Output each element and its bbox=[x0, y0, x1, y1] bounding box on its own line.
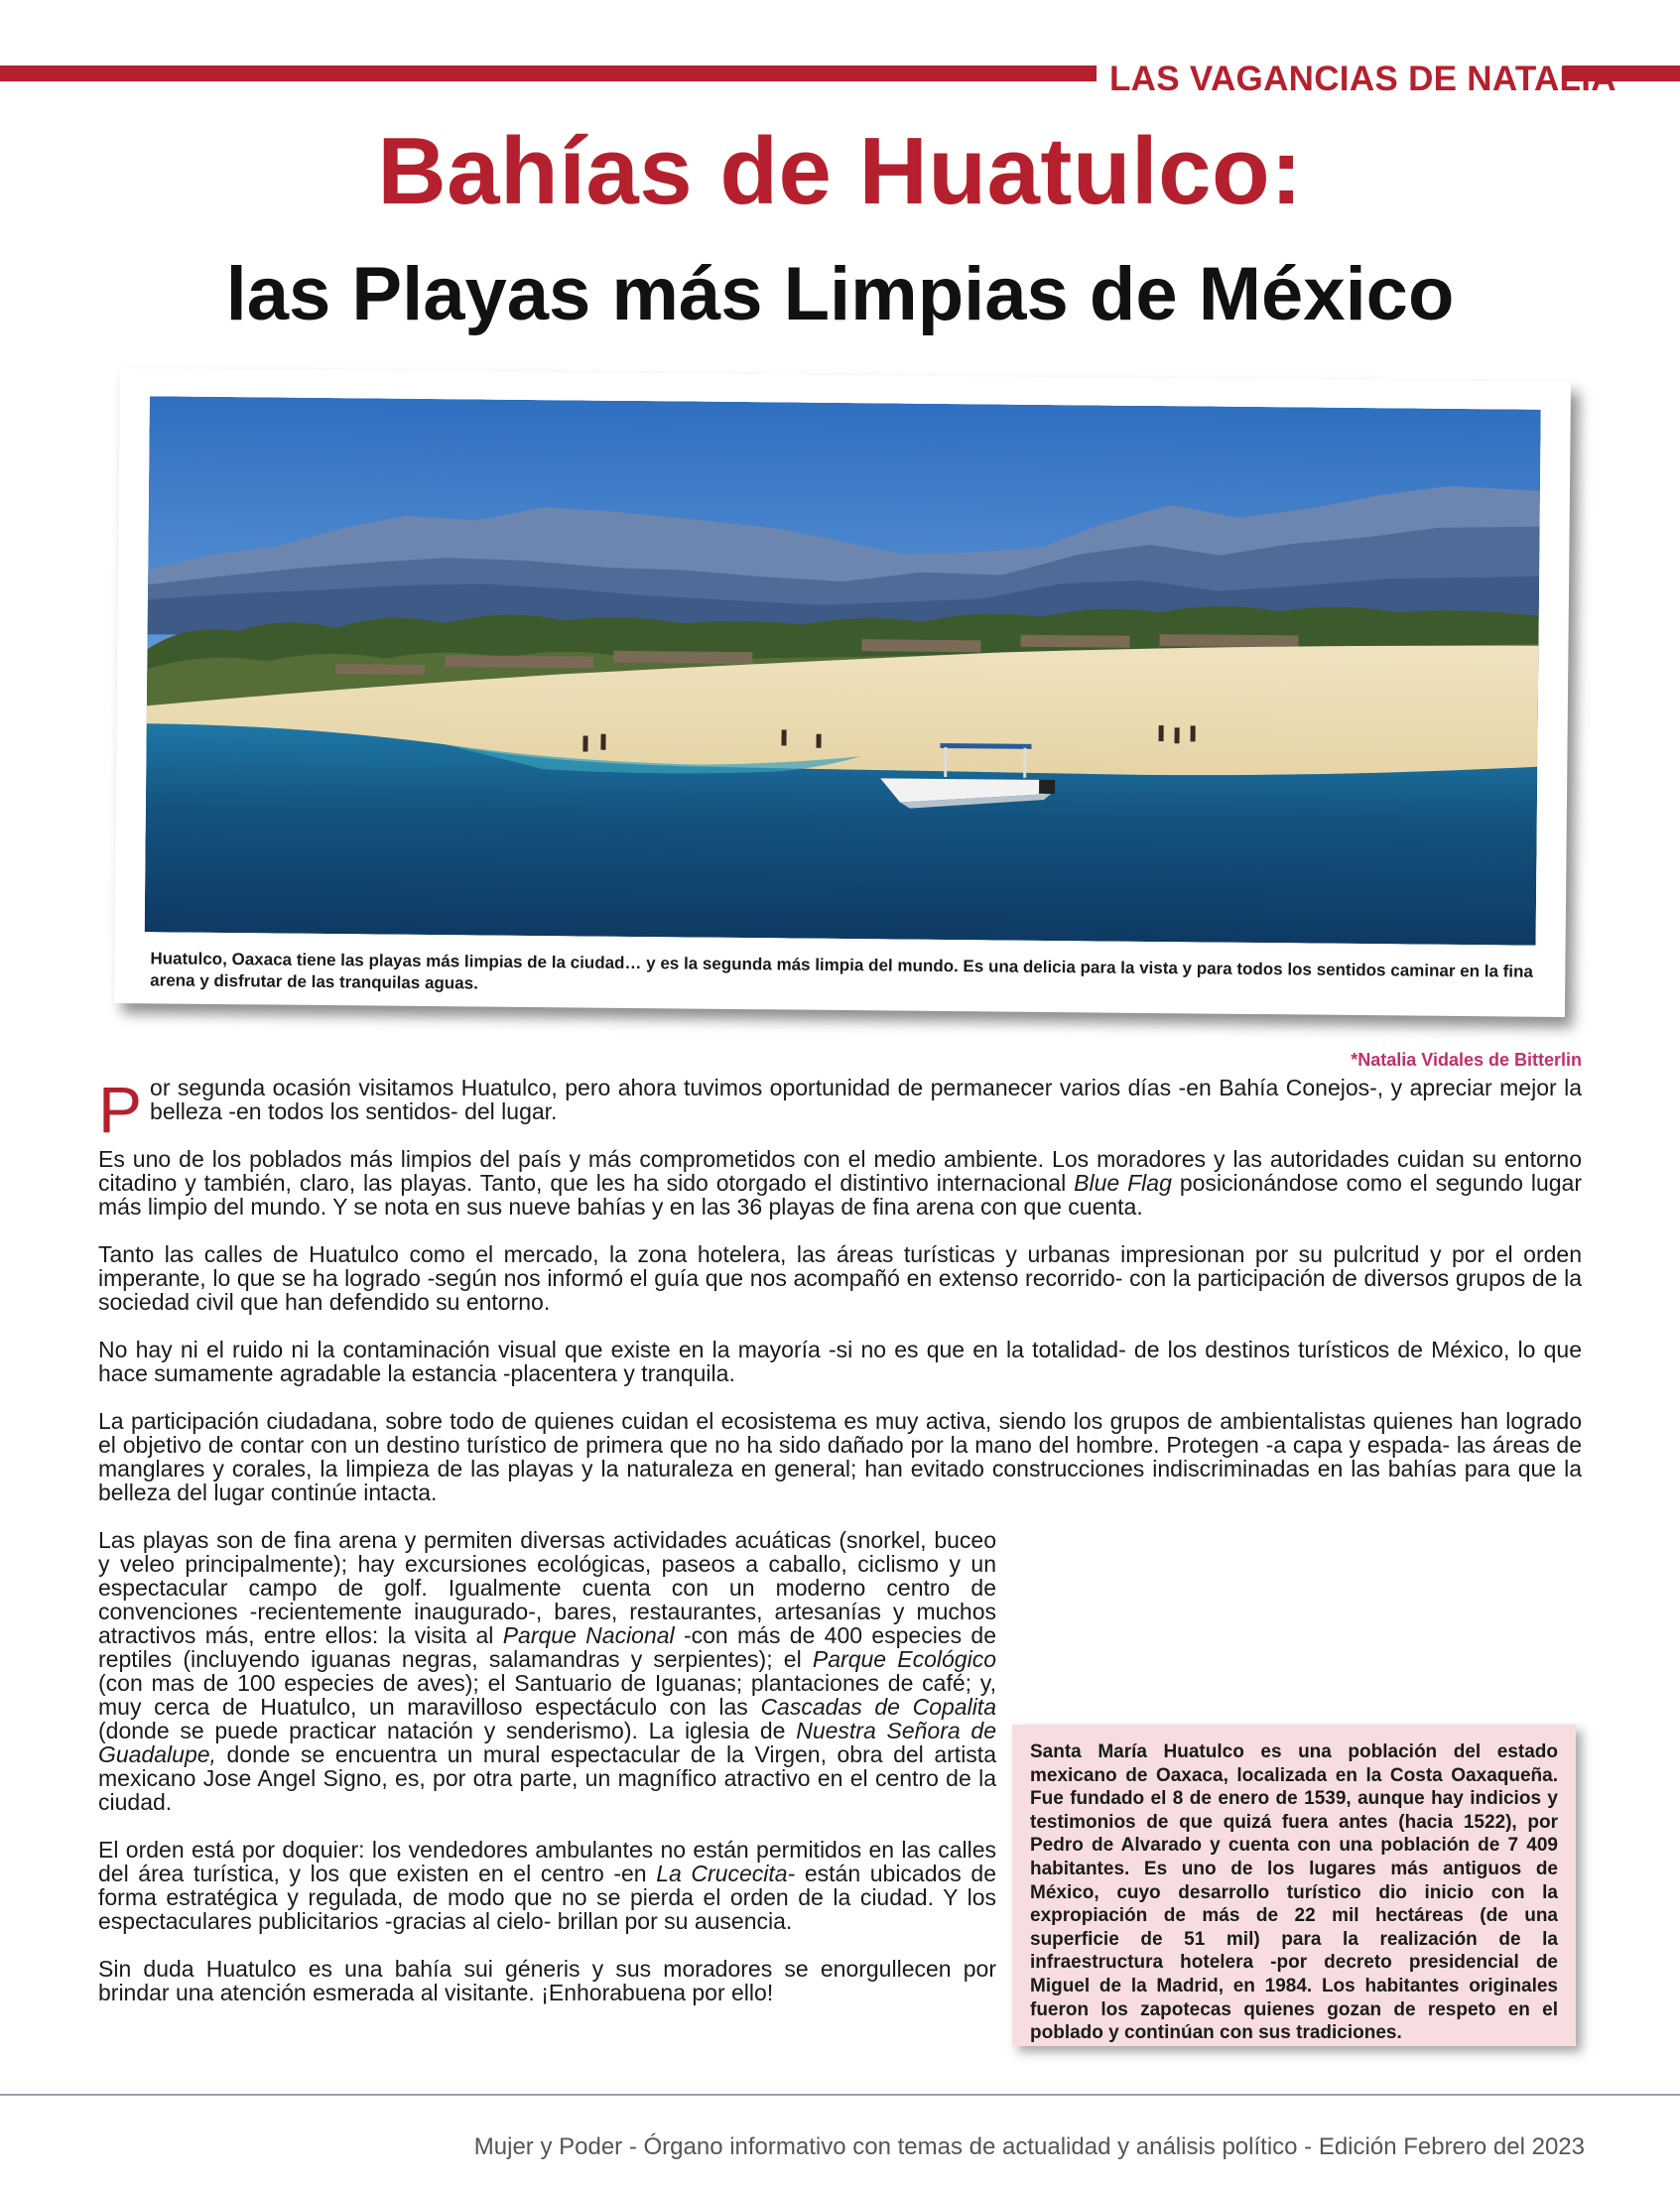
section-label: LAS VAGANCIAS DE NATALIA bbox=[1109, 60, 1616, 98]
info-box bbox=[1012, 1725, 1576, 2046]
article-paragraph-2: Es uno de los poblados más limpios del país y más comprometidos con el medio ambiente. Los moradores y las autoridades cuidan su entorno citadino y también, claro, las playas. Tanto, que les ha sido otorgado el distintivo internacional Blue Flag posicionándose como el segundo lugar más limpio del mundo. Y se nota en sus nueve bahías y en las 36 playas de fina arena con que cuenta. bbox=[98, 1146, 1582, 1220]
article-paragraph-4: No hay ni el ruido ni la contaminación visual que existe en la mayoría -si no es que en la totalidad- de los destinos turísticos de México, lo que hace sumamente agradable la estancia -placentera y tranquila. bbox=[98, 1337, 1582, 1386]
photo-frame bbox=[114, 368, 1571, 1017]
article-subtitle: las Playas más Limpias de México bbox=[225, 252, 1455, 336]
article-paragraph-1: Por segunda ocasión visitamos Huatulco, pero ahora tuvimos oportunidad de permanecer varios días -en Bahía Conejos-, y apreciar mejor la belleza -en todos los sentidos- del lugar. bbox=[98, 1073, 1582, 1146]
article-paragraph-6: Las playas son de fina arena y permiten diversas actividades acuáticas (snorkel, buceo y veleo principalmente); hay excursiones ecológicas, paseos a caballo, ciclismo y un espectacular campo de golf. Igualmente cuenta con un moderno centro de convenciones -recientemente inaugurado-, bares, restaurantes, artesanías y muchos atractivos más, entre ellos: la visita al Parque Nacional -con más de 400 especies de reptiles (incluyendo iguanas negras, salamandras y serpientes); el Parque Ecológico (con mas de 100 especies de aves); el Santuario de Iguanas; plantaciones de café; y, muy cerca de Huatulco, un maravilloso espectáculo con las Cascadas de Copalita (donde se puede practicar natación y senderismo). La iglesia de Nuestra Señora de Guadalupe, donde se encuentra un mural espectacular de la Virgen, obra del artista mexicano Jose Angel Signo, es, por otra parte, un magnífico atractivo en el centro de la ciudad. bbox=[98, 1527, 996, 1815]
info-box-text: Santa María Huatulco es una población del estado mexicano de Oaxaca, localizada en la Costa Oaxaqueña. Fue fundado el 8 de enero de 1539, aunque hay indicios y testimonios de que quizá fuera antes (hacia 1522), por Pedro de Alvarado y cuenta con una población de 7 409 habitantes. Es uno de los lugares más antiguos de México, cuyo desarrollo turístico dio inicio con la expropiación de más de 22 mil hectáreas (de una superficie de 51 mil) para la realización de la infraestructura hotelera -por decreto presidencial de Miguel de la Madrid, en 1984. Los habitantes originales fueron los zapotecas quienes gozan de respeto en el poblado y continúan con sus tradiciones. bbox=[1030, 1741, 1558, 2044]
drop-cap: P bbox=[98, 1073, 143, 1146]
beach-photo bbox=[145, 396, 1541, 945]
article-title: Bahías de Huatulco: bbox=[377, 118, 1303, 224]
article-paragraph-7: El orden está por doquier: los vendedores ambulantes no están permitidos en las calles del área turística, y los que existen en el centro -en La Crucecita- están ubicados de forma estratégica y regulada, de modo que no se pierda el orden de la ciudad. Y los espectaculares publicitarios -gracias al cielo- brillan por su ausencia. bbox=[98, 1837, 996, 1934]
article-paragraph-5: La participación ciudadana, sobre todo de quienes cuidan el ecosistema es muy activa, siendo los grupos de ambientalistas quienes han logrado el objetivo de contar con un destino turístico de primera que no ha sido dañado por la mano del hombre. Protegen -a capa y espada- las áreas de manglares y corales, la limpieza de las playas y la naturaleza en general; han evitado construcciones indiscriminadas en las bahías para que la belleza del lugar continúe intacta. bbox=[98, 1408, 1582, 1505]
author-byline: *Natalia Vidales de Bitterlin bbox=[1351, 1050, 1582, 1070]
photo-caption: Huatulco, Oaxaca tiene las playas más limpias de la ciudad… y es la segunda más limpia del mundo. Es una delicia para la vista y para todos los sentidos caminar en la fina arena y disfrutar de las tranquilas aguas. bbox=[150, 949, 1533, 993]
footer-divider bbox=[0, 2094, 1680, 2096]
beach-illustration bbox=[145, 396, 1541, 945]
article-paragraph-3: Tanto las calles de Huatulco como el mercado, la zona hotelera, las áreas turísticas y urbanas impresionan por su pulcritud y por el orden imperante, lo que se ha logrado -según nos informó el guía que nos acompañó en extenso recorrido- con la participación de diversos grupos de la sociedad civil que han defendido su entorno. bbox=[98, 1241, 1582, 1315]
article-paragraph-8: Sin duda Huatulco es una bahía sui géneris y sus moradores se enorgullecen por brindar una atención esmerada al visitante. ¡Enhorabuena por ello! bbox=[98, 1956, 996, 2005]
section-bar-left bbox=[0, 65, 1097, 81]
page-footer: Mujer y Poder - Órgano informativo con temas de actualidad y análisis político - Edición Febrero del 2023 bbox=[473, 2133, 1585, 2160]
